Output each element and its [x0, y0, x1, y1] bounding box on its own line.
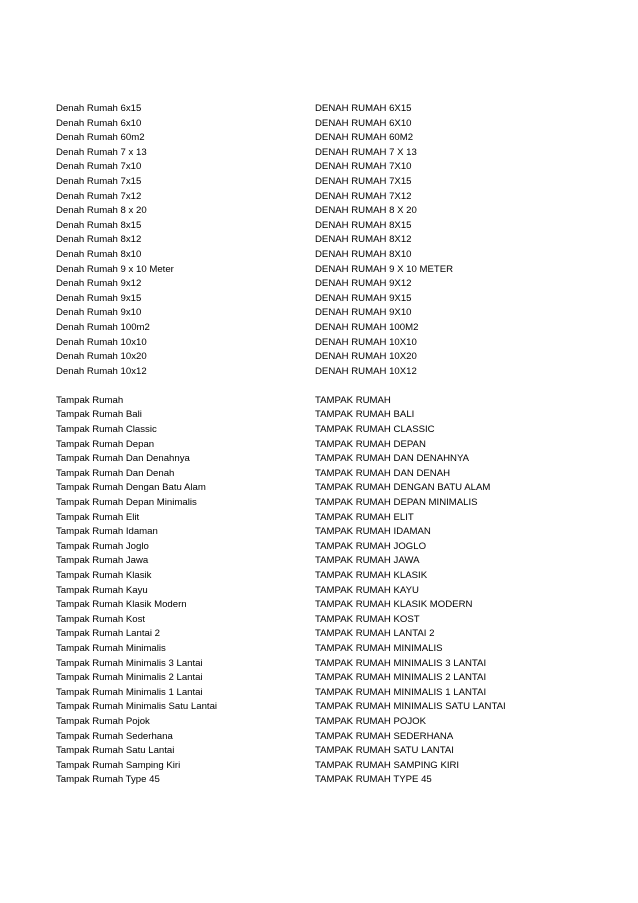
- right-list-item: DENAH RUMAH 9X12: [315, 278, 412, 290]
- left-list-item: Tampak Rumah Depan Minimalis: [56, 497, 197, 509]
- right-list-item: TAMPAK RUMAH KAYU: [315, 584, 419, 596]
- left-list-item: Tampak Rumah Satu Lantai: [56, 745, 175, 757]
- left-list-item: Tampak Rumah Dan Denah: [56, 467, 175, 479]
- left-list-item: Tampak Rumah Type 45: [56, 774, 160, 786]
- right-list-item: TAMPAK RUMAH MINIMALIS 3 LANTAI: [315, 657, 487, 669]
- left-list-item: Denah Rumah 8x12: [56, 234, 142, 246]
- left-list-item: Denah Rumah 9x12: [56, 278, 142, 290]
- right-list-item: TAMPAK RUMAH SATU LANTAI: [315, 745, 454, 757]
- left-list-item: Tampak Rumah Sederhana: [56, 730, 173, 742]
- right-list-item: DENAH RUMAH 60M2: [315, 132, 414, 144]
- right-list-item: TAMPAK RUMAH LANTAI 2: [315, 628, 435, 640]
- right-list-item: TAMPAK RUMAH IDAMAN: [315, 526, 431, 538]
- right-list-item: TAMPAK RUMAH KOST: [315, 613, 420, 625]
- left-list-item: Tampak Rumah Dengan Batu Alam: [56, 482, 206, 494]
- left-list-item: Tampak Rumah Kost: [56, 613, 146, 625]
- left-list-item: Denah Rumah 7x15: [56, 175, 142, 187]
- right-list-item: DENAH RUMAH 9X10: [315, 307, 412, 319]
- left-group-gap: [56, 379, 296, 394]
- left-list-item: Denah Rumah 8 x 20: [56, 205, 147, 217]
- right-list-item: TAMPAK RUMAH: [315, 394, 391, 406]
- right-list-item: DENAH RUMAH 6X10: [315, 117, 412, 129]
- right-list-item: TAMPAK RUMAH POJOK: [315, 715, 427, 727]
- left-list-item: Tampak Rumah Klasik Modern: [56, 599, 187, 611]
- left-list-item: Denah Rumah 9x15: [56, 292, 142, 304]
- left-list-item: Denah Rumah 6x15: [56, 103, 142, 114]
- left-list-item: Denah Rumah 8x15: [56, 219, 142, 231]
- right-list-item: DENAH RUMAH 8X10: [315, 248, 412, 260]
- left-list-item: Tampak Rumah Jawa: [56, 555, 149, 567]
- right-list-item: DENAH RUMAH 7X15: [315, 175, 412, 187]
- right-list-item: DENAH RUMAH 8X12: [315, 234, 412, 246]
- left-list-item: Tampak Rumah Bali: [56, 409, 142, 421]
- left-list-item: Tampak Rumah Kayu: [56, 584, 148, 596]
- right-list-item: TAMPAK RUMAH MINIMALIS: [315, 642, 443, 654]
- right-list-item: DENAH RUMAH 9X15: [315, 292, 412, 304]
- right-list-item: DENAH RUMAH 10X20: [315, 351, 417, 363]
- left-list-item: Denah Rumah 60m2: [56, 132, 145, 144]
- right-list-item: TAMPAK RUMAH TYPE 45: [315, 774, 432, 786]
- right-column-list: [315, 102, 615, 788]
- left-list-item: Tampak Rumah Minimalis: [56, 642, 166, 654]
- right-list-item: TAMPAK RUMAH DENGAN BATU ALAM: [315, 482, 491, 494]
- right-list-item: TAMPAK RUMAH JOGLO: [315, 540, 427, 552]
- left-list-item: Tampak Rumah Classic: [56, 424, 157, 436]
- right-list-item: TAMPAK RUMAH KLASIK: [315, 570, 428, 581]
- left-list-item: Tampak Rumah Pojok: [56, 715, 150, 727]
- left-list-item: Tampak Rumah Minimalis 3 Lantai: [56, 657, 203, 669]
- left-list-item: Tampak Rumah Dan Denahnya: [56, 453, 190, 465]
- right-list-item: DENAH RUMAH 7X10: [315, 161, 412, 173]
- right-list-item: DENAH RUMAH 7X12: [315, 190, 412, 202]
- left-list-item: Tampak Rumah Minimalis 1 Lantai: [56, 686, 203, 698]
- right-list-item: DENAH RUMAH 100M2: [315, 321, 419, 333]
- right-list-item: TAMPAK RUMAH JAWA: [315, 555, 420, 567]
- left-list-item: Tampak Rumah Klasik: [56, 570, 152, 581]
- right-group-gap: [315, 379, 615, 394]
- right-list-item: TAMPAK RUMAH DAN DENAH: [315, 467, 451, 479]
- right-list-item: DENAH RUMAH 9 X 10 METER: [315, 263, 454, 275]
- right-list-item: DENAH RUMAH 10X12: [315, 365, 417, 377]
- right-list-item: DENAH RUMAH 7 X 13: [315, 146, 417, 158]
- left-list-item: Tampak Rumah Minimalis 2 Lantai: [56, 672, 203, 684]
- left-list-item: Tampak Rumah Minimalis Satu Lantai: [56, 701, 218, 713]
- left-list-item: Denah Rumah 6x10: [56, 117, 142, 129]
- right-list-item: TAMPAK RUMAH SEDERHANA: [315, 730, 454, 742]
- left-list-item: Tampak Rumah: [56, 394, 124, 406]
- left-list-item: Denah Rumah 10x12: [56, 365, 147, 377]
- right-list-item: TAMPAK RUMAH DEPAN: [315, 438, 426, 450]
- left-list-item: Denah Rumah 100m2: [56, 321, 150, 333]
- left-list-item: Denah Rumah 10x10: [56, 336, 147, 348]
- left-list-item: Denah Rumah 9x10: [56, 307, 142, 319]
- left-list-item: Tampak Rumah Samping Kiri: [56, 759, 181, 771]
- left-list-item: Tampak Rumah Lantai 2: [56, 628, 160, 640]
- right-list-item: TAMPAK RUMAH MINIMALIS 1 LANTAI: [315, 686, 487, 698]
- right-list-item: TAMPAK RUMAH KLASIK MODERN: [315, 599, 473, 611]
- left-list-item: Tampak Rumah Joglo: [56, 540, 149, 552]
- left-column-list: [56, 102, 296, 788]
- right-list-item: TAMPAK RUMAH ELIT: [315, 511, 414, 523]
- right-list-item: TAMPAK RUMAH BALI: [315, 409, 415, 421]
- right-list-item: TAMPAK RUMAH MINIMALIS SATU LANTAI: [315, 701, 506, 713]
- left-list-item: Denah Rumah 7 x 13: [56, 146, 147, 158]
- right-list-item: DENAH RUMAH 6X15: [315, 103, 412, 114]
- right-list-item: TAMPAK RUMAH SAMPING KIRI: [315, 759, 460, 771]
- left-list-item: Denah Rumah 7x12: [56, 190, 142, 202]
- left-list-item: Denah Rumah 10x20: [56, 351, 147, 363]
- right-list-item: TAMPAK RUMAH DEPAN MINIMALIS: [315, 497, 478, 509]
- left-list-item: Tampak Rumah Idaman: [56, 526, 158, 538]
- left-list-item: Denah Rumah 9 x 10 Meter: [56, 263, 174, 275]
- right-list-item: DENAH RUMAH 10X10: [315, 336, 417, 348]
- right-list-item: TAMPAK RUMAH CLASSIC: [315, 424, 435, 436]
- right-list-item: TAMPAK RUMAH DAN DENAHNYA: [315, 453, 470, 465]
- right-list-item: DENAH RUMAH 8X15: [315, 219, 412, 231]
- left-list-item: Denah Rumah 8x10: [56, 248, 142, 260]
- left-list-item: Tampak Rumah Elit: [56, 511, 140, 523]
- right-list-item: TAMPAK RUMAH MINIMALIS 2 LANTAI: [315, 672, 487, 684]
- right-list-item: DENAH RUMAH 8 X 20: [315, 205, 417, 217]
- left-list-item: Denah Rumah 7x10: [56, 161, 142, 173]
- left-list-item: Tampak Rumah Depan: [56, 438, 155, 450]
